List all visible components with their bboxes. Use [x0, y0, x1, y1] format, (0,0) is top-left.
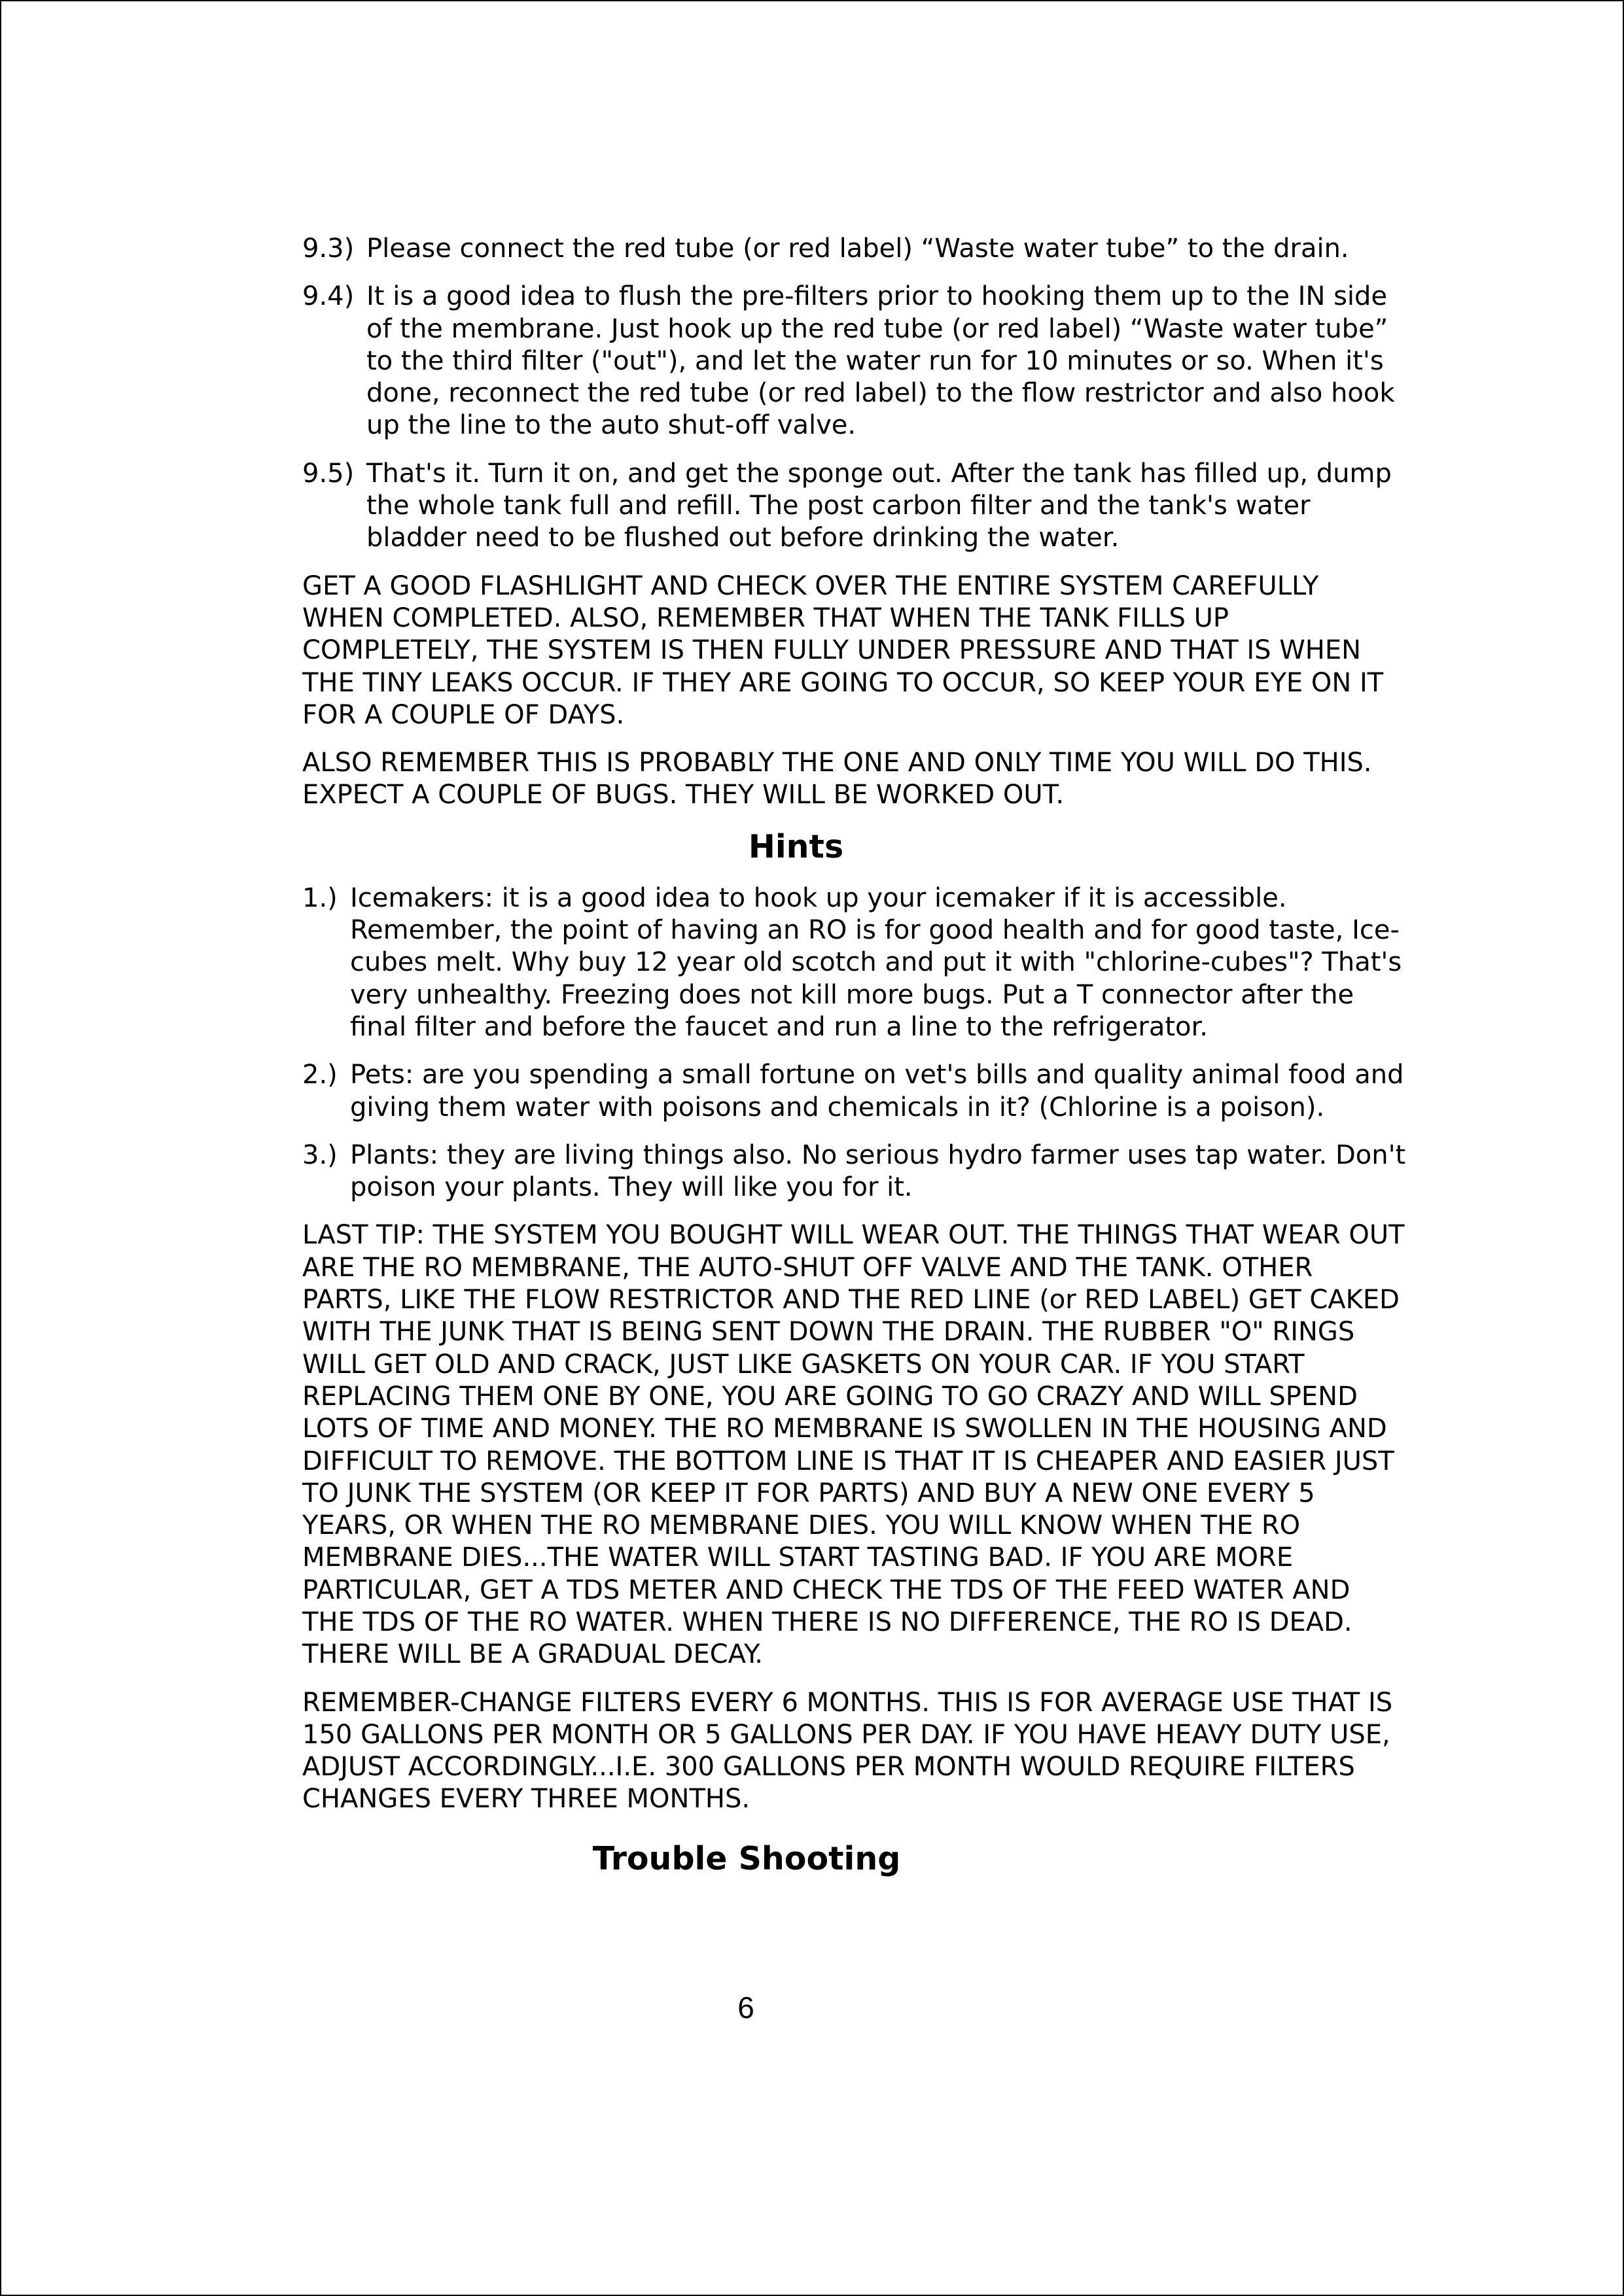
step-9-3: [302, 233, 1408, 265]
hints-heading: Hints: [748, 827, 844, 865]
hint-text: Icemakers: it is a good idea to hook up your icemaker if it is accessible. Remember, the point of having an RO is for good health and for good taste, Ice-cubes melt. Why buy 12 year old scotch and put it with "chlorine-cubes"? That's very unhealthy. Freezing does not kill more bugs. Put a T connector after the final filter and before the faucet and run a line to the refrigerator.: [350, 882, 1402, 1042]
step-9-5: [302, 458, 1408, 555]
last-tip: LAST TIP: THE SYSTEM YOU BOUGHT WILL WEAR OUT. THE THINGS THAT WEAR OUT ARE THE RO MEMBRANE, THE AUTO-SHUT OFF VALVE AND THE TANK. OTHER PARTS, LIKE THE FLOW RESTRICTOR AND THE RED LINE (or RED LABEL) GET CAKED WITH THE JUNK THAT IS BEING SENT DOWN THE DRAIN. THE RUBBER "O" RINGS WILL GET OLD AND CRACK, JUST LIKE GASKETS ON YOUR CAR. IF YOU START REPLACING THEM ONE BY ONE, YOU ARE GOING TO GO CRAZY AND WILL SPEND LOTS OF TIME AND MONEY. THE RO MEMBRANE IS SWOLLEN IN THE HOUSING AND DIFFICULT TO REMOVE. THE BOTTOM LINE IS THAT IT IS CHEAPER AND EASIER JUST TO JUNK THE SYSTEM (OR KEEP IT FOR PARTS) AND BUY A NEW ONE EVERY 5 YEARS, OR WHEN THE RO MEMBRANE DIES. YOU WILL KNOW WHEN THE RO MEMBRANE DIES...THE WATER WILL START TASTING BAD. IF YOU ARE MORE PARTICULAR, GET A TDS METER AND CHECK THE TDS OF THE FEED WATER AND THE TDS OF THE RO WATER. WHEN THERE IS NO DIFFERENCE, THE RO IS DEAD. THERE WILL BE A GRADUAL DECAY.: [302, 1220, 1405, 1670]
page-number: 6: [737, 1991, 754, 2025]
hint-text: Plants: they are living things also. No serious hydro farmer uses tap water. Don't poison your plants. They will like you for it.: [350, 1139, 1406, 1203]
hint-number: 1.): [302, 882, 338, 913]
step-9-4: [302, 281, 1408, 442]
hint-pets: [302, 1059, 1408, 1124]
step-number: 9.3): [302, 234, 355, 264]
step-text: That's it. Turn it on, and get the sponge out. After the tank has filled up, dump the whole tank full and refill. The post carbon filter and the tank's water bladder need to be flushed out before drinking the water.: [366, 458, 1392, 553]
hint-number: 2.): [302, 1060, 338, 1090]
step-text: It is a good idea to flush the pre-filters prior to hooking them up to the IN side of the membrane. Just hook up the red tube (or red label) “Waste water tube” to the third filter ("out"), and let the water run for 10 minutes or so. When it's done, reconnect the red tube (or red label) to the flow restrictor and also hook up the line to the auto shut-off valve.: [366, 281, 1395, 441]
filter-change-reminder: REMEMBER-CHANGE FILTERS EVERY 6 MONTHS. THIS IS FOR AVERAGE USE THAT IS 150 GALLONS PER MONTH OR 5 GALLONS PER DAY. IF YOU HAVE HEAVY DUTY USE, ADJUST ACCORDINGLY...I.E. 300 GALLONS PER MONTH WOULD REQUIRE FILTERS CHANGES EVERY THREE MONTHS.: [302, 1687, 1393, 1815]
step-text: Please connect the red tube (or red label) “Waste water tube” to the drain.: [366, 234, 1349, 264]
flashlight-warning: GET A GOOD FLASHLIGHT AND CHECK OVER THE ENTIRE SYSTEM CAREFULLY WHEN COMPLETED. ALSO, REMEMBER THAT WHEN THE TANK FILLS UP COMPLETELY, THE SYSTEM IS THEN FULLY UNDER PRESSURE AND THAT IS WHEN THE TINY LEAKS OCCUR. IF THEY ARE GOING TO OCCUR, SO KEEP YOUR EYE ON IT FOR A COUPLE OF DAYS.: [302, 570, 1384, 730]
page-content: [302, 233, 1408, 1879]
one-time-warning: ALSO REMEMBER THIS IS PROBABLY THE ONE AND ONLY TIME YOU WILL DO THIS. EXPECT A COUPLE OF BUGS. THEY WILL BE WORKED OUT.: [302, 748, 1372, 810]
hint-text: Pets: are you spending a small fortune on vet's bills and quality animal food and giving them water with poisons and chemicals in it? (Chlorine is a poison).: [350, 1060, 1404, 1122]
step-number: 9.4): [302, 281, 355, 312]
hint-plants: [302, 1139, 1408, 1204]
troubleshooting-heading: Trouble Shooting: [592, 1839, 901, 1877]
hint-icemakers: [302, 882, 1408, 1043]
hint-number: 3.): [302, 1139, 338, 1170]
step-number: 9.5): [302, 458, 355, 489]
